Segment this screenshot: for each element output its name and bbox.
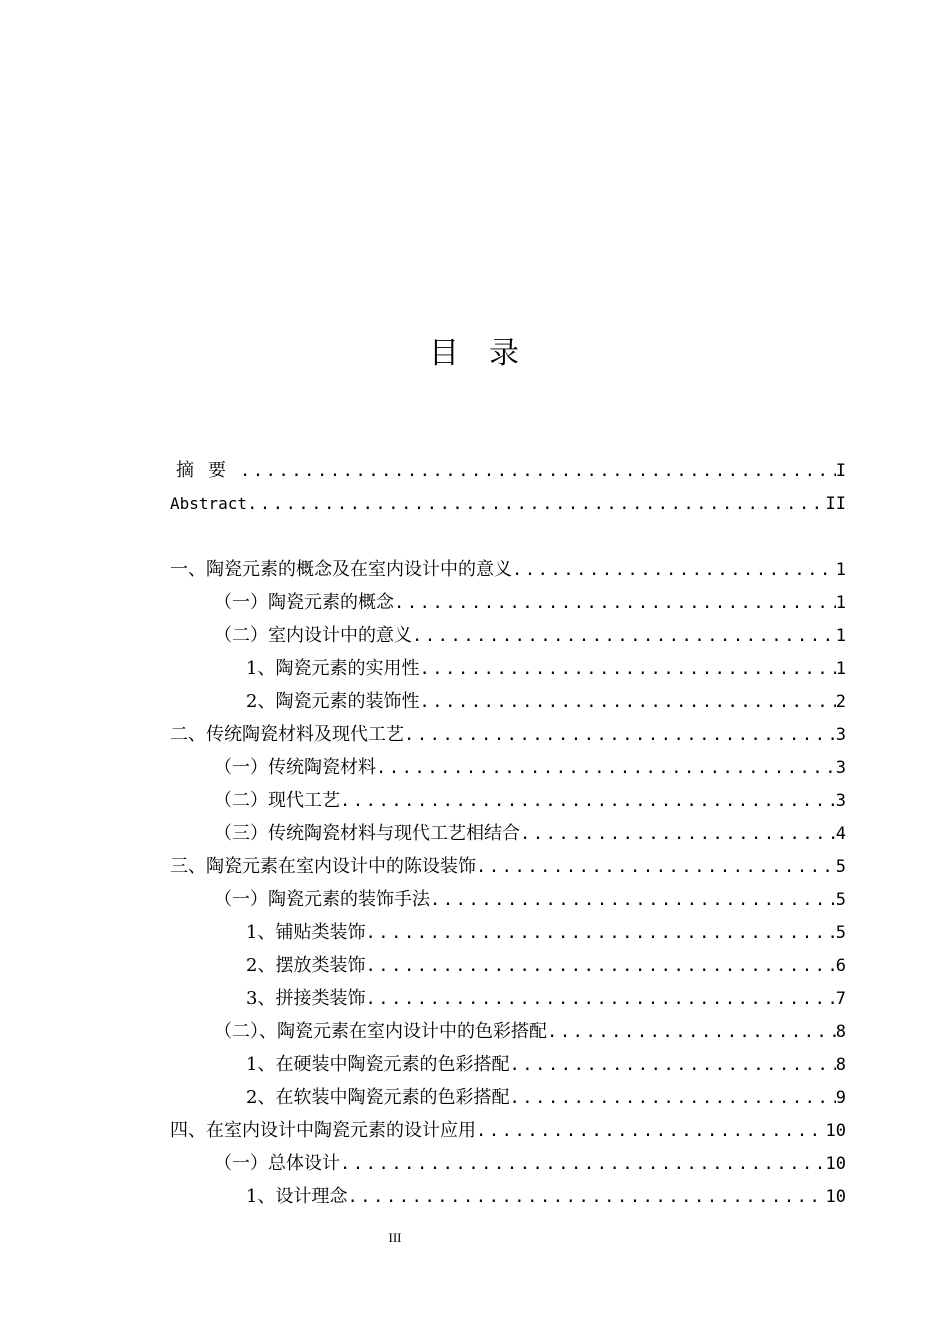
dot-leader	[240, 455, 836, 487]
dot-leader	[476, 851, 836, 883]
toc-entry-label: 二、传统陶瓷材料及现代工艺	[170, 724, 404, 745]
toc-entry-label: 1、在硬装中陶瓷元素的色彩搭配	[246, 1054, 510, 1075]
dot-leader	[340, 785, 836, 817]
toc-entry-page: 3	[835, 725, 846, 745]
toc-entry-label: （一）陶瓷元素的装饰手法	[214, 889, 430, 910]
toc-entry[interactable]	[170, 751, 846, 784]
dot-leader	[509, 1049, 835, 1081]
toc-entry[interactable]	[170, 784, 846, 817]
toc-entry-page: 4	[835, 824, 846, 844]
toc-entry[interactable]	[170, 916, 846, 949]
dot-leader	[430, 884, 836, 916]
toc-entry-label: 1、铺贴类装饰	[246, 922, 366, 943]
toc-entry-abstract-cn[interactable]	[170, 454, 846, 487]
toc-entry-label: （一）传统陶瓷材料	[214, 757, 376, 778]
dot-leader	[340, 1148, 826, 1180]
toc-entry-page: 3	[835, 758, 846, 778]
toc-entry-page: 1	[835, 593, 846, 613]
dot-leader	[419, 686, 835, 718]
page-number: III	[388, 1230, 402, 1245]
toc-entry-label: 四、在室内设计中陶瓷元素的设计应用	[170, 1120, 476, 1141]
toc-entry-label: （一）总体设计	[214, 1153, 340, 1174]
dot-leader	[365, 917, 835, 949]
toc-entry[interactable]	[170, 817, 846, 850]
toc-entry-label: （一）陶瓷元素的概念	[214, 592, 394, 613]
toc-title: 目录	[429, 336, 549, 371]
toc-entry-page: 2	[835, 692, 846, 712]
toc-entry-abstract-en[interactable]	[170, 487, 846, 520]
dot-leader	[476, 1115, 826, 1147]
toc-entry[interactable]	[170, 619, 846, 652]
toc-entry-page: 8	[835, 1055, 846, 1075]
toc-entry[interactable]	[170, 685, 846, 718]
dot-leader	[404, 719, 836, 751]
toc-entry-page: 3	[835, 791, 846, 811]
section-gap	[170, 520, 846, 553]
dot-leader	[247, 488, 825, 520]
toc-entry[interactable]	[170, 1081, 846, 1114]
toc-entry-label: 1、设计理念	[246, 1186, 348, 1207]
dot-leader	[512, 554, 836, 586]
toc-entry-page: 5	[835, 890, 846, 910]
toc-entry-label: 摘要	[176, 460, 240, 481]
toc-entry[interactable]	[170, 1015, 846, 1048]
toc-entry-label: 1、陶瓷元素的实用性	[246, 658, 420, 679]
toc-entry-page: 5	[835, 857, 846, 877]
toc-entry[interactable]	[170, 850, 846, 883]
toc-entries	[170, 553, 846, 1213]
toc-entry-page: 1	[835, 560, 846, 580]
toc-entry[interactable]	[170, 883, 846, 916]
toc-entry-label: （二）现代工艺	[214, 790, 340, 811]
toc-entry-page: 9	[835, 1088, 846, 1108]
toc-entry-page: 8	[835, 1022, 846, 1042]
toc-entry-page: 7	[835, 989, 846, 1009]
toc-entry-page: 1	[835, 659, 846, 679]
dot-leader	[347, 1181, 825, 1213]
dot-leader	[509, 1082, 835, 1114]
dot-leader	[394, 587, 836, 619]
toc-entry-page: 10	[825, 1121, 846, 1141]
toc-entry-label: 3、拼接类装饰	[246, 988, 366, 1009]
toc-entry[interactable]	[170, 1114, 846, 1147]
toc-entry[interactable]	[170, 1180, 846, 1213]
toc-entry-page: 10	[825, 1187, 846, 1207]
dot-leader	[547, 1016, 836, 1048]
toc-entry[interactable]	[170, 718, 846, 751]
dot-leader	[412, 620, 836, 652]
toc-entry-label: （二）、陶瓷元素在室内设计中的色彩搭配	[214, 1021, 547, 1042]
dot-leader	[365, 950, 835, 982]
toc-entry-label: 2、摆放类装饰	[246, 955, 366, 976]
toc-entry-page: 6	[835, 956, 846, 976]
toc-entry-label: 三、陶瓷元素在室内设计中的陈设装饰	[170, 856, 476, 877]
toc-entry[interactable]	[170, 1147, 846, 1180]
toc-entry-label: （二）室内设计中的意义	[214, 625, 412, 646]
toc-entry-page: I	[835, 461, 846, 481]
toc-entry-page: 1	[835, 626, 846, 646]
toc-entry[interactable]	[170, 553, 846, 586]
toc-entry[interactable]	[170, 652, 846, 685]
toc-entry-page: 10	[825, 1154, 846, 1174]
toc-entry[interactable]	[170, 949, 846, 982]
toc-entry-page: II	[825, 494, 846, 514]
toc-entry[interactable]	[170, 982, 846, 1015]
toc-entry-label: 2、陶瓷元素的装饰性	[246, 691, 420, 712]
table-of-contents	[170, 454, 846, 1213]
toc-entry-label: 一、陶瓷元素的概念及在室内设计中的意义	[170, 559, 512, 580]
toc-entry-label: （三）传统陶瓷材料与现代工艺相结合	[214, 823, 520, 844]
dot-leader	[520, 818, 836, 850]
toc-entry[interactable]	[170, 1048, 846, 1081]
toc-entry-label: Abstract	[170, 494, 248, 513]
dot-leader	[376, 752, 836, 784]
toc-entry-page: 5	[835, 923, 846, 943]
toc-entry-label: 2、在软装中陶瓷元素的色彩搭配	[246, 1087, 510, 1108]
toc-entry[interactable]	[170, 586, 846, 619]
dot-leader	[365, 983, 835, 1015]
dot-leader	[419, 653, 835, 685]
